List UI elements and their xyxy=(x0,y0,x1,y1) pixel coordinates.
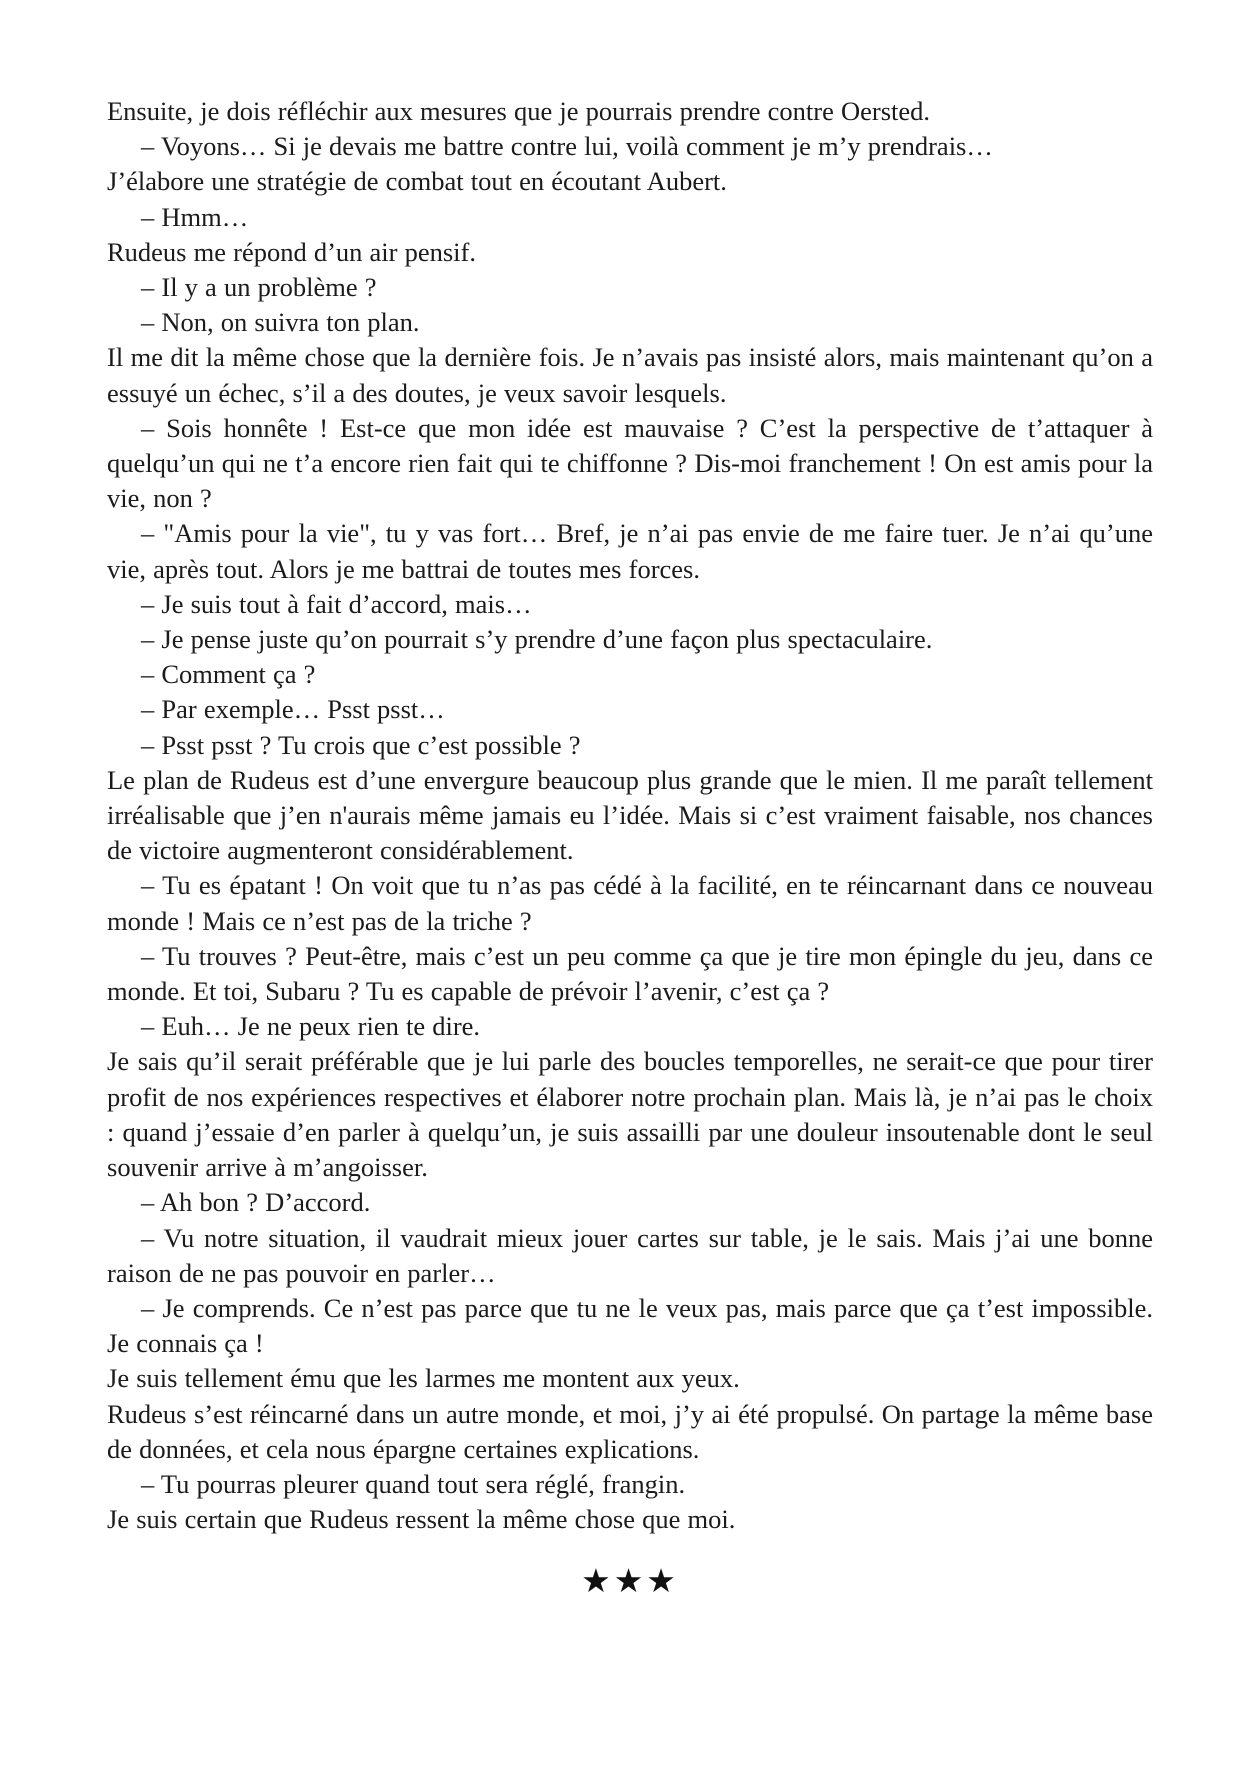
dialogue-paragraph: – Tu pourras pleurer quand tout sera réglé, frangin. xyxy=(141,1468,686,1499)
dialogue-paragraph: – Tu es épatant ! On voit que tu n’as pas cédé à la facilité, en te réincarnant dans ce nouveau monde ! Mais ce n’est pas de la triche ? xyxy=(107,870,1153,936)
paragraphs-container xyxy=(107,94,1153,1537)
narration-paragraph: Le plan de Rudeus est d’une envergure beaucoup plus grande que le mien. Il me paraît tellement irréalisable que j’en n'aurais même jamais eu l’idée. Mais si c’est vraiment faisable, nos chances de victoire augmenteront considérablement. xyxy=(107,764,1153,866)
narration-paragraph: Ensuite, je dois réfléchir aux mesures que je pourrais prendre contre Oersted. xyxy=(107,96,931,126)
narration-paragraph: Je suis certain que Rudeus ressent la même chose que moi. xyxy=(107,1504,736,1535)
narration-paragraph: Rudeus s’est réincarné dans un autre monde, et moi, j’y ai été propulsé. On partage la même base de données, et cela nous épargne certaines explications. xyxy=(107,1398,1153,1464)
narration-paragraph: J’élabore une stratégie de combat tout en écoutant Aubert. xyxy=(107,166,727,197)
dialogue-paragraph: – Je pense juste qu’on pourrait s’y prendre d’une façon plus spectaculaire. xyxy=(141,624,933,655)
dialogue-paragraph: – Il y a un problème ? xyxy=(141,272,377,303)
narration-paragraph: Je sais qu’il serait préférable que je lui parle des boucles temporelles, ne serait-ce que pour tirer profit de nos expériences respectives et élaborer notre prochain plan. Mais là, je n’ai pas le choix : quand j’essaie d’en parler à quelqu’un, je suis assailli par une douleur insoutenable dont le seul souvenir arrive à m’angoisser. xyxy=(107,1046,1153,1183)
narration-paragraph: Je suis tellement ému que les larmes me montent aux yeux. xyxy=(107,1363,740,1394)
dialogue-paragraph: – Hmm… xyxy=(141,201,249,232)
dialogue-paragraph: – Euh… Je ne peux rien te dire. xyxy=(141,1011,481,1042)
narration-paragraph: Il me dit la même chose que la dernière fois. Je n’avais pas insisté alors, mais maintenant qu’on a essuyé un échec, s’il a des doutes, je veux savoir lesquels. xyxy=(107,342,1153,408)
dialogue-paragraph: – Sois honnête ! Est-ce que mon idée est mauvaise ? C’est la perspective de t’attaquer à quelqu’un qui ne t’a encore rien fait qui te chiffonne ? Dis-moi franchement ! On est amis pour la vie, non ? xyxy=(107,412,1153,514)
dialogue-paragraph: – Je suis tout à fait d’accord, mais… xyxy=(141,588,532,619)
dialogue-paragraph: – Psst psst ? Tu crois que c’est possible ? xyxy=(141,729,581,760)
dialogue-paragraph: – Par exemple… Psst psst… xyxy=(141,694,445,725)
page-text-block xyxy=(107,94,1153,1600)
dialogue-paragraph: – Je comprends. Ce n’est pas parce que tu ne le veux pas, mais parce que ça t’est impossible. Je connais ça ! xyxy=(107,1292,1153,1359)
dialogue-paragraph: – Ah bon ? D’accord. xyxy=(141,1187,371,1218)
dialogue-paragraph: – Comment ça ? xyxy=(141,659,316,690)
dialogue-paragraph: – Non, on suivra ton plan. xyxy=(141,307,420,338)
dialogue-paragraph: – Voyons… Si je devais me battre contre lui, voilà comment je m’y prendrais… xyxy=(141,131,993,162)
section-divider-stars: ★★★ xyxy=(581,1561,679,1601)
dialogue-paragraph: – "Amis pour la vie", tu y vas fort… Bref, je n’ai pas envie de me faire tuer. Je n’ai qu’une vie, après tout. Alors je me battrai de toutes mes forces. xyxy=(107,518,1153,584)
dialogue-paragraph: – Vu notre situation, il vaudrait mieux jouer cartes sur table, je le sais. Mais j’ai une bonne raison de ne pas pouvoir en parler… xyxy=(107,1222,1153,1288)
dialogue-paragraph: – Tu trouves ? Peut-être, mais c’est un peu comme ça que je tire mon épingle du jeu, dans ce monde. Et toi, Subaru ? Tu es capable de prévoir l’avenir, c’est ça ? xyxy=(107,940,1153,1007)
narration-paragraph: Rudeus me répond d’un air pensif. xyxy=(107,236,476,267)
